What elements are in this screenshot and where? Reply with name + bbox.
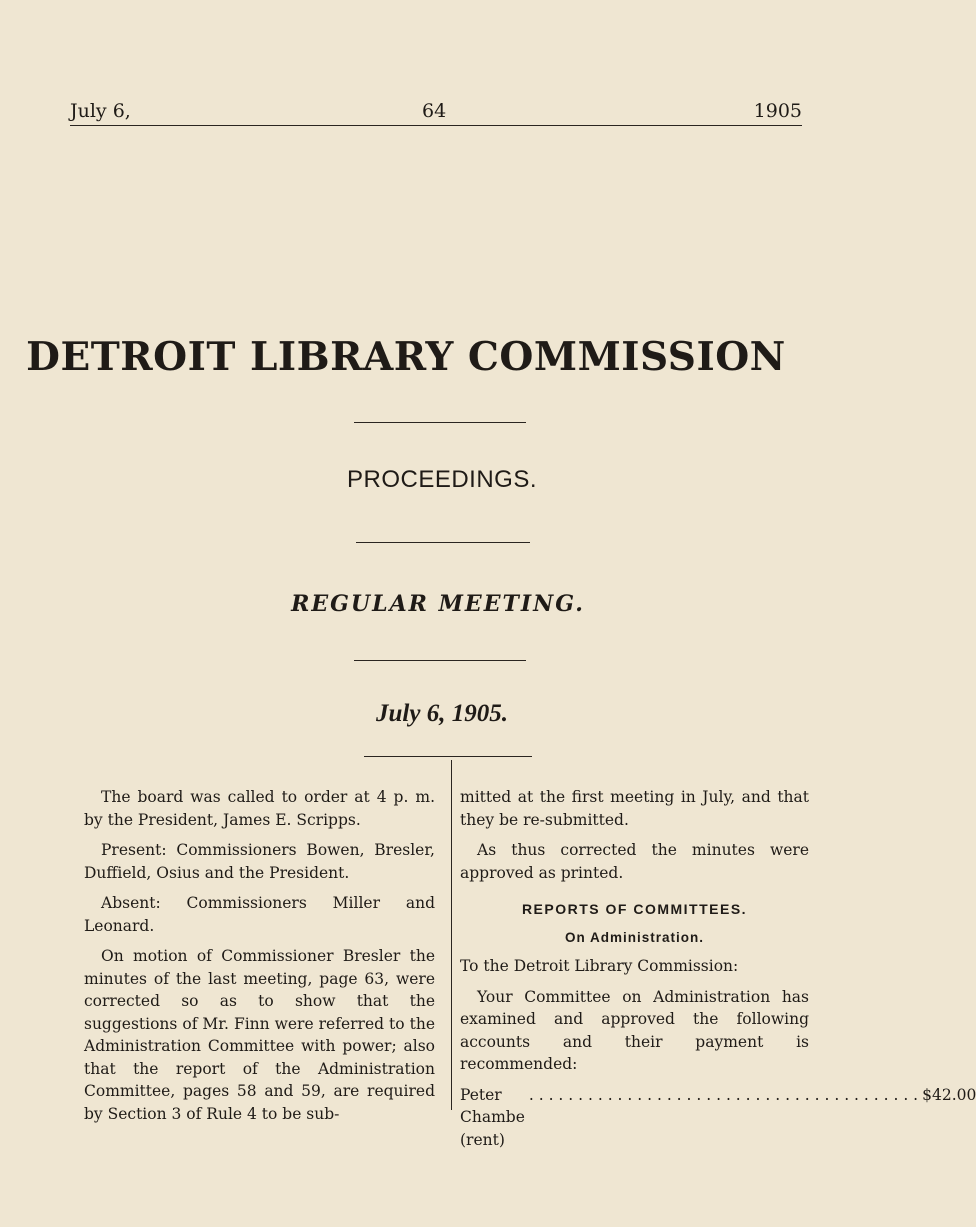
divider <box>354 660 526 661</box>
paragraph: The board was called to order at 4 p. m. by the President, James E. Scripps. <box>84 788 435 829</box>
column-divider <box>451 760 452 1110</box>
paragraph: To the Detroit Library Commission: <box>460 957 739 975</box>
section-heading: REPORTS OF COMMITTEES. <box>521 901 748 917</box>
paragraph: Absent: Commissioners Miller and Leonard. <box>84 894 435 935</box>
section-subheading: On Administration. <box>565 929 704 945</box>
account-item: Peter Chambe (rent) <box>460 1085 525 1149</box>
header-year: 1905 <box>753 100 802 122</box>
paragraph: mitted at the first meeting in July, and that they be re-submitted. <box>460 788 809 829</box>
page-number: 64 <box>422 100 447 122</box>
header-date: July 6, <box>70 100 131 122</box>
page-title: DETROIT LIBRARY COMMISSION <box>26 334 786 380</box>
account-line <box>460 1084 976 1152</box>
dot-leader: . . . . . . . . . . . . . . . . . . . . . . . . . . . . . . . . . . . . . . . . <box>528 1085 919 1104</box>
right-column <box>460 786 976 1151</box>
paragraph: Your Committee on Administration has examined and approved the following accounts and their payment is recommended: <box>460 987 809 1073</box>
divider <box>356 542 530 543</box>
header-rule <box>70 125 802 126</box>
divider <box>364 756 532 757</box>
left-column <box>84 786 435 1133</box>
running-header <box>70 100 802 126</box>
meeting-date: July 6, 1905. <box>376 700 508 727</box>
meeting-type-heading: REGULAR MEETING. <box>291 591 585 617</box>
paragraph: As thus corrected the minutes were approved as printed. <box>460 841 809 882</box>
proceedings-heading: PROCEEDINGS. <box>346 466 538 493</box>
paragraph: On motion of Commissioner Bresler the minutes of the last meeting, page 63, were corrected so as to show that the suggestions of Mr. Finn were referred to the Administration Committee with power; also that the report of the Administration Committee, pages 58 and 59, are required by Section 3 of Rule 4 to be sub- <box>84 947 435 1123</box>
paragraph: Present: Commissioners Bowen, Bresler, Duffield, Osius and the President. <box>84 841 435 882</box>
account-amount: $42.00 <box>922 1085 976 1104</box>
divider <box>354 422 526 423</box>
